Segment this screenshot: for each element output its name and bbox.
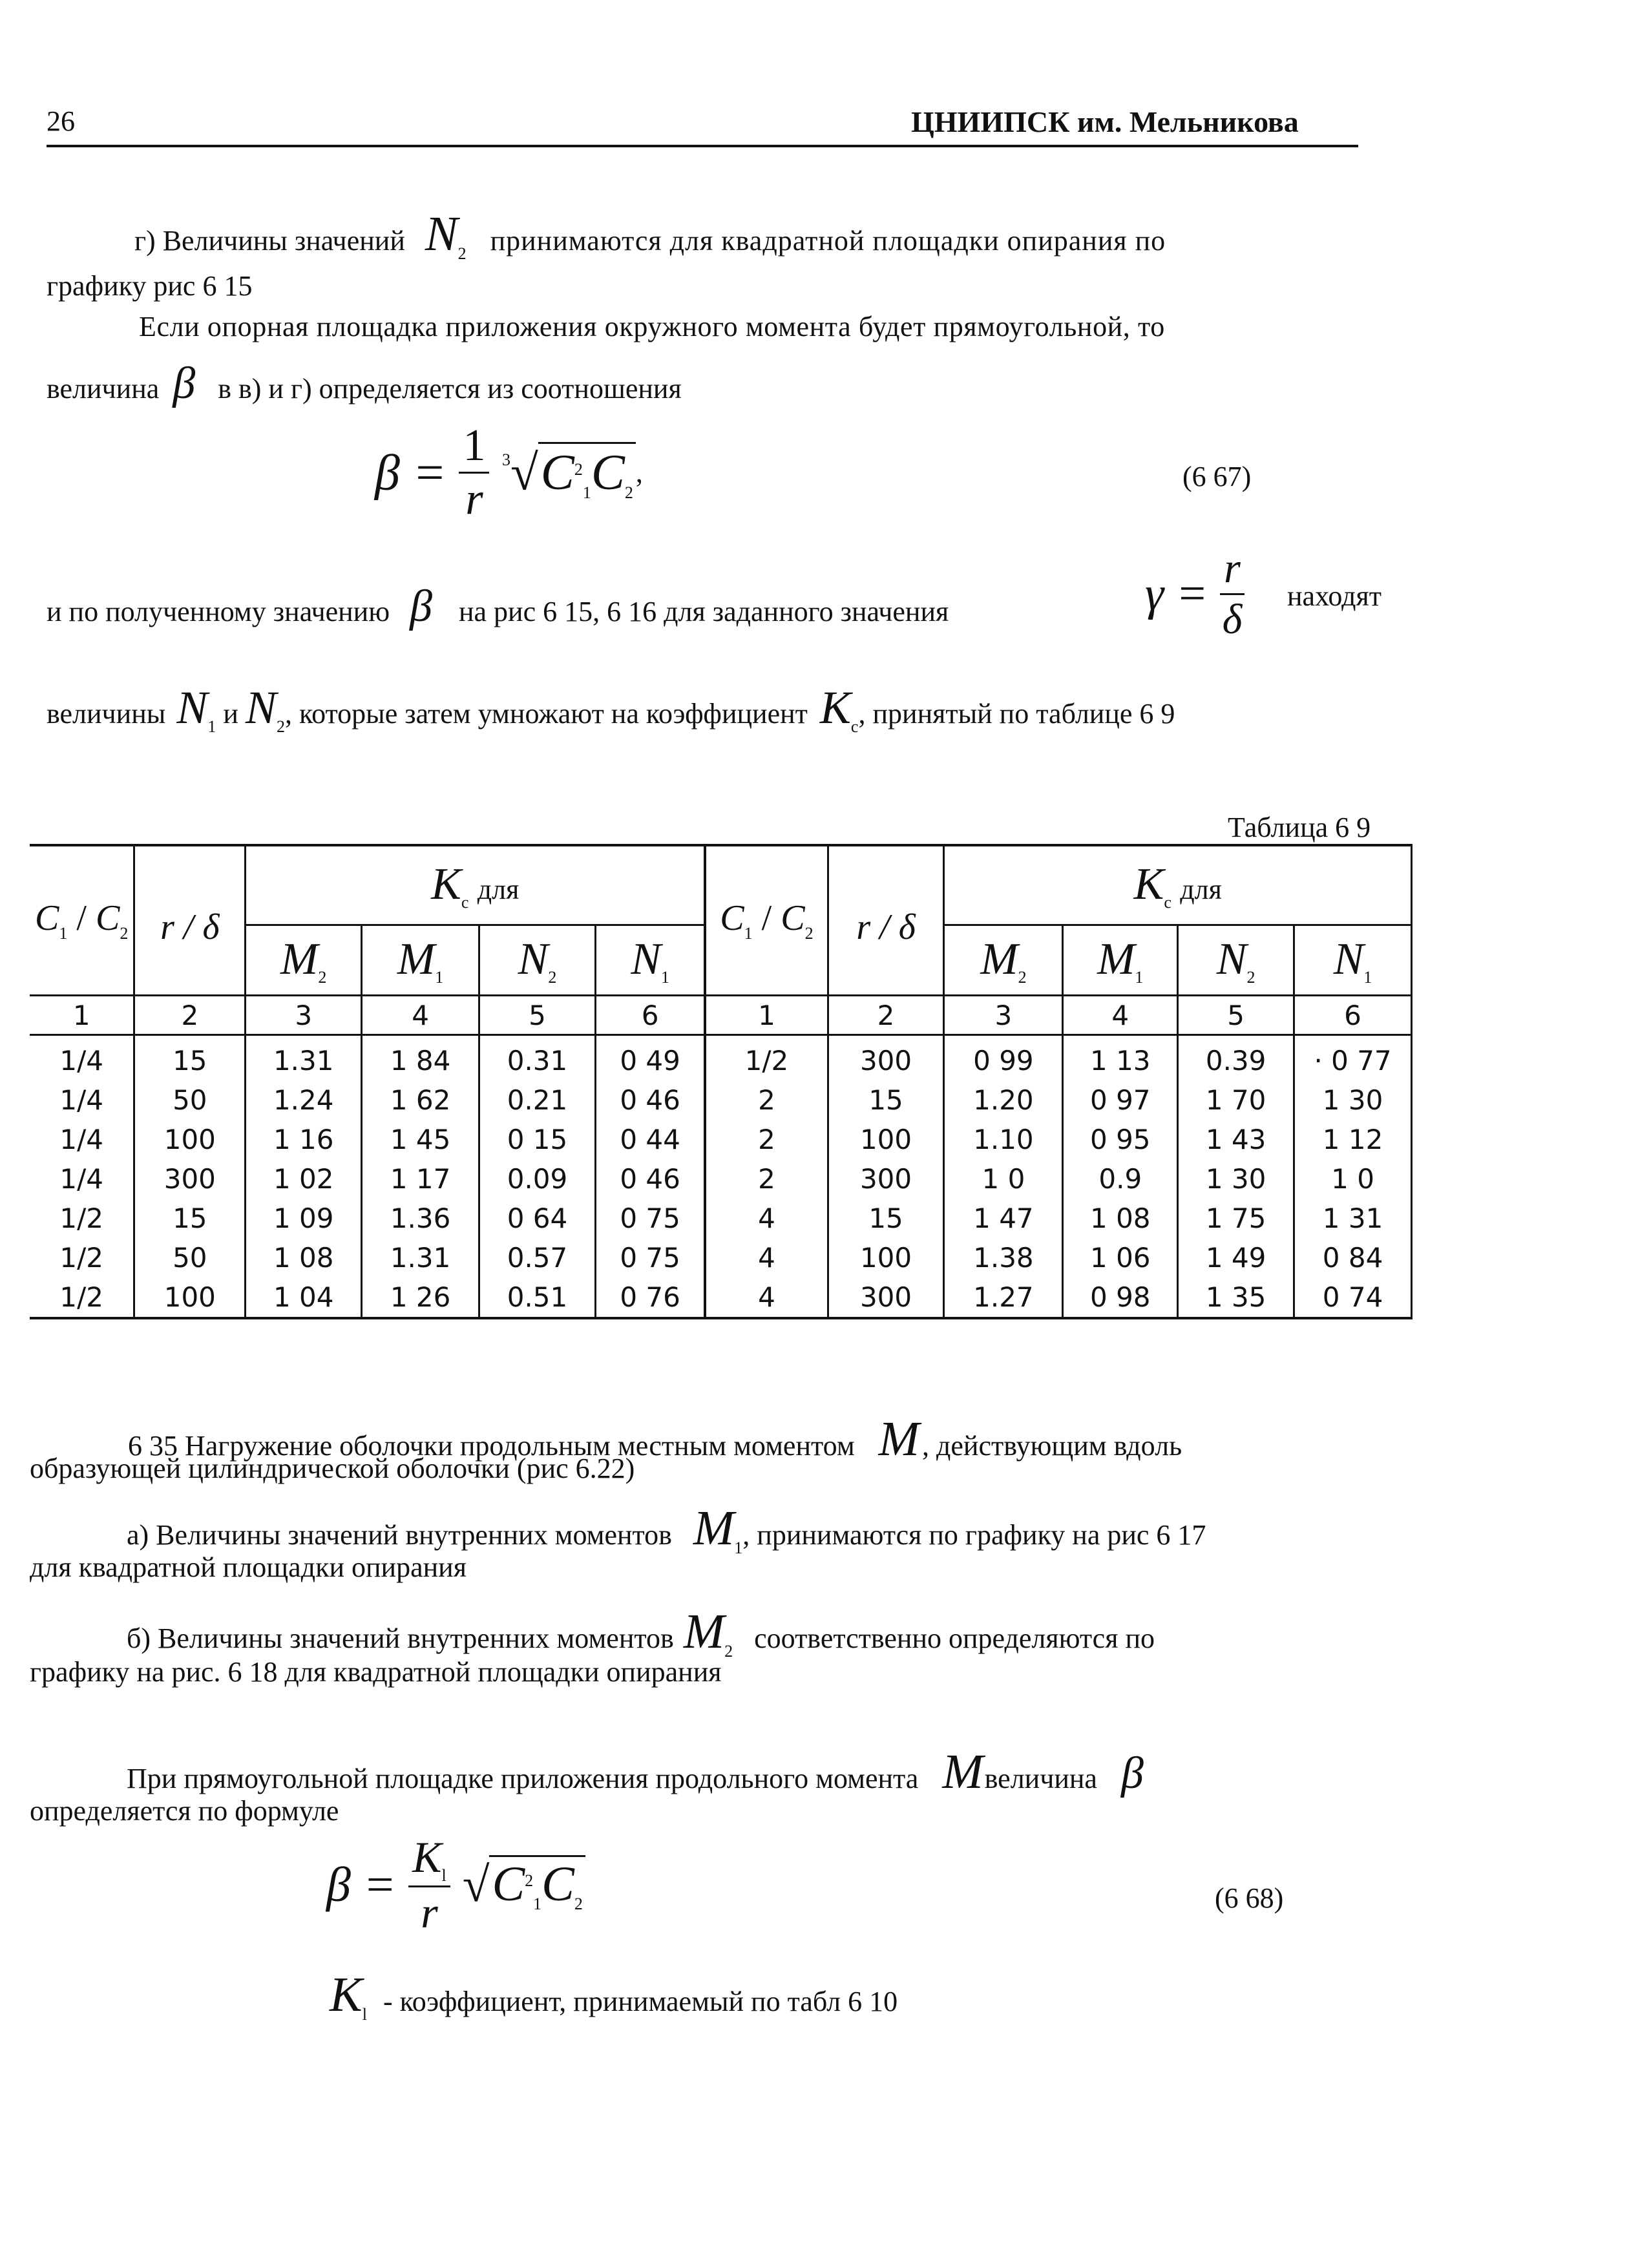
table-cell: 0 44 bbox=[595, 1120, 705, 1159]
table-cell: 0 64 bbox=[479, 1199, 596, 1238]
table-cell: 100 bbox=[828, 1238, 944, 1277]
table-cell: 2 bbox=[705, 1080, 828, 1120]
running-header: ЦНИИПСК им. Мельникова bbox=[911, 105, 1299, 138]
table-caption: Таблица 6 9 bbox=[1228, 812, 1371, 843]
table-cell: 0 76 bbox=[595, 1277, 705, 1318]
table-cell: 1.24 bbox=[246, 1080, 362, 1120]
table-cell: 1/2 bbox=[705, 1035, 828, 1081]
table-cell: · 0 77 bbox=[1294, 1035, 1412, 1081]
paragraph-635-line2: образующей цилиндрической оболочки (рис 6.22) bbox=[30, 1453, 635, 1484]
table-cell: 4 bbox=[705, 1238, 828, 1277]
table-cell: 4 bbox=[705, 1277, 828, 1318]
table-cell: 1 0 bbox=[944, 1159, 1063, 1199]
paragraph-a-line1: а) Величины значений внутренних моментов $M_1$, принимаются по графику на рис 6 17 bbox=[127, 1501, 1206, 1557]
table-cell: 0 99 bbox=[944, 1035, 1063, 1081]
header-c-ratio-left: $C_1 / C_2$ bbox=[30, 845, 134, 996]
header-n1-right: $N_1$ bbox=[1294, 925, 1412, 996]
table-cell: 50 bbox=[134, 1080, 246, 1120]
table-cell: 1 16 bbox=[246, 1120, 362, 1159]
header-rule bbox=[47, 145, 1358, 147]
paragraph-b-line2: графику на рис. 6 18 для квадратной площадки опирания bbox=[30, 1656, 722, 1688]
table-cell: 1.31 bbox=[362, 1238, 479, 1277]
table-cell: 1 35 bbox=[1178, 1277, 1294, 1318]
table-body bbox=[30, 1035, 1412, 1319]
table-cell: 1 08 bbox=[1063, 1199, 1178, 1238]
table-cell: 1 26 bbox=[362, 1277, 479, 1318]
table-cell: 0.31 bbox=[479, 1035, 596, 1081]
table-cell: 0.57 bbox=[479, 1238, 596, 1277]
table-row bbox=[30, 1277, 1412, 1318]
table-cell: 1 04 bbox=[246, 1277, 362, 1318]
paragraph-g-line1: г) Величины значений $N_2$ принимаются для квадратной площадки опирания по bbox=[134, 207, 1166, 263]
table-cell: 300 bbox=[828, 1035, 944, 1081]
paragraph-n: величины $N_1$ и $N_2$, которые затем умножают на коэффициент $K_c$, принятый по таблице 6 9 bbox=[47, 682, 1175, 736]
table-cell: 300 bbox=[828, 1159, 944, 1199]
table-cell: 0 74 bbox=[1294, 1277, 1412, 1318]
header-kc-right: $K_c$ для bbox=[944, 845, 1412, 925]
table-cell: 1 12 bbox=[1294, 1120, 1412, 1159]
table-cell: 1.27 bbox=[944, 1277, 1063, 1318]
table-cell: 100 bbox=[134, 1277, 246, 1318]
paragraph-rect2-line1: При прямоугольной площадке приложения продольного момента Mвеличина β bbox=[127, 1745, 1144, 1799]
beta-symbol: β bbox=[173, 359, 196, 408]
table-cell: 1/4 bbox=[59, 1084, 103, 1116]
table-cell: 15 bbox=[828, 1199, 944, 1238]
table-cell: 4 bbox=[705, 1199, 828, 1238]
header-n2-left: $N_2$ bbox=[479, 925, 596, 996]
header-m2-left: $M_2$ bbox=[246, 925, 362, 996]
header-m2-right: $M_2$ bbox=[944, 925, 1063, 996]
table-cell: 15 bbox=[828, 1080, 944, 1120]
table-cell: 1.10 bbox=[944, 1120, 1063, 1159]
table-row bbox=[30, 1080, 1412, 1120]
table-cell: 1 17 bbox=[362, 1159, 479, 1199]
table-cell: 1/4 bbox=[59, 1124, 103, 1155]
table-cell: 1 13 bbox=[1063, 1035, 1178, 1081]
table-row bbox=[30, 1199, 1412, 1238]
table-cell: 100 bbox=[134, 1120, 246, 1159]
table-cell: 1/4 bbox=[59, 1045, 103, 1076]
equation-number-6-68: (6 68) bbox=[1215, 1882, 1284, 1914]
table-cell: 0.09 bbox=[479, 1159, 596, 1199]
paragraph-gamma-tail: находят bbox=[1287, 580, 1381, 612]
eq668-radicand: $C^2_1C_2$ bbox=[489, 1855, 585, 1911]
table-cell: 1 75 bbox=[1178, 1199, 1294, 1238]
page-number: 26 bbox=[47, 105, 75, 137]
column-number-row: 1 2 3 4 5 6 1 2 3 4 5 6 bbox=[30, 996, 1412, 1035]
table-cell: 50 bbox=[134, 1238, 246, 1277]
table-cell: 0 98 bbox=[1063, 1277, 1178, 1318]
n2-symbol: $N_2$ bbox=[425, 207, 467, 263]
equation-6-67: β = $\frac{1}{r}$ $^3√C^2_1C_2$, bbox=[375, 421, 643, 524]
table-cell: 0 95 bbox=[1063, 1120, 1178, 1159]
table-row bbox=[30, 1035, 1412, 1081]
table-cell: 0 46 bbox=[595, 1080, 705, 1120]
table-cell: 300 bbox=[828, 1277, 944, 1318]
header-r-delta-right: r / δ bbox=[828, 845, 944, 996]
header-n2-right: $N_2$ bbox=[1178, 925, 1294, 996]
header-r-delta-left: r / δ bbox=[134, 845, 246, 996]
header-n1-left: $N_1$ bbox=[595, 925, 705, 996]
table-cell: 0 97 bbox=[1063, 1080, 1178, 1120]
paragraph-b-line1: б) Величины значений внутренних моментов $M_2$ соответственно определяются по bbox=[127, 1604, 1155, 1661]
table-cell: 1 84 bbox=[362, 1035, 479, 1081]
table-cell: 300 bbox=[134, 1159, 246, 1199]
table-cell: 1 08 bbox=[246, 1238, 362, 1277]
table-cell: 15 bbox=[134, 1035, 246, 1081]
table-cell: 0 49 bbox=[595, 1035, 705, 1081]
eq667-fraction: $\frac{1}{r}$ bbox=[459, 420, 489, 525]
paragraph-rect-line2: величина β в в) и г) определяется из соотношения bbox=[47, 359, 682, 408]
table-row bbox=[30, 1120, 1412, 1159]
eq667-radicand: $C^2_1C_2$ bbox=[538, 442, 636, 500]
paragraph-gamma: и по полученному значению β на рис 6 15, 6 16 для заданного значения bbox=[47, 582, 949, 631]
table-cell: 1.31 bbox=[246, 1035, 362, 1081]
table-cell: 100 bbox=[828, 1120, 944, 1159]
table-cell: 2 bbox=[705, 1159, 828, 1199]
table-cell: 1 02 bbox=[246, 1159, 362, 1199]
paragraph-rect-line1: Если опорная площадка приложения окружного момента будет прямоугольной, то bbox=[139, 311, 1165, 342]
table-cell: 0.21 bbox=[479, 1080, 596, 1120]
table-cell: 2 bbox=[705, 1120, 828, 1159]
table-cell: 1.20 bbox=[944, 1080, 1063, 1120]
header-c-ratio-right: $C_1 / C_2$ bbox=[705, 845, 828, 996]
table-cell: 0 46 bbox=[595, 1159, 705, 1199]
header-kc-left: $K_c$ для bbox=[246, 845, 706, 925]
kl-definition: $K_l$ - коэффициент, принимаемый по табл 6 10 bbox=[330, 1968, 898, 2024]
table-cell: 0.39 bbox=[1178, 1035, 1294, 1081]
table-row bbox=[30, 1238, 1412, 1277]
table-6-9 bbox=[30, 844, 1413, 1319]
table-cell: 0.51 bbox=[479, 1277, 596, 1318]
table-cell: 0 75 bbox=[595, 1238, 705, 1277]
table-cell: 1/4 bbox=[59, 1163, 103, 1195]
table-cell: 1 30 bbox=[1294, 1080, 1412, 1120]
table-cell: 1 30 bbox=[1178, 1159, 1294, 1199]
paragraph-rect2-line2: определяется по формуле bbox=[30, 1795, 339, 1827]
header-m1-left: $M_1$ bbox=[362, 925, 479, 996]
table-cell: 1/2 bbox=[30, 1277, 134, 1318]
table-cell: 1 43 bbox=[1178, 1120, 1294, 1159]
table-cell: 0 15 bbox=[479, 1120, 596, 1159]
table-cell: 1/2 bbox=[59, 1202, 103, 1234]
paragraph-g-line2: графику рис 6 15 bbox=[47, 270, 253, 302]
table-cell: 1 0 bbox=[1294, 1159, 1412, 1199]
table-cell: 1 47 bbox=[944, 1199, 1063, 1238]
table-cell: 1 62 bbox=[362, 1080, 479, 1120]
table-cell: 15 bbox=[134, 1199, 246, 1238]
table-cell: 1 06 bbox=[1063, 1238, 1178, 1277]
table-cell: 1.36 bbox=[362, 1199, 479, 1238]
table-cell: 1 70 bbox=[1178, 1080, 1294, 1120]
table-row bbox=[30, 1159, 1412, 1199]
table-cell: 1 49 bbox=[1178, 1238, 1294, 1277]
table-cell: 1 45 bbox=[362, 1120, 479, 1159]
table-cell: 0 75 bbox=[595, 1199, 705, 1238]
paragraph-a-line2: для квадратной площадки опирания bbox=[30, 1551, 467, 1583]
gamma-formula: γ = $\frac{r}{\delta}$ bbox=[1145, 544, 1245, 644]
table-cell: 1.38 bbox=[944, 1238, 1063, 1277]
table-cell: 1 31 bbox=[1294, 1199, 1412, 1238]
table-cell: 0 84 bbox=[1294, 1238, 1412, 1277]
equation-6-68: β = $\frac{K_l}{r}$ $√C^2_1C_2$ bbox=[326, 1832, 585, 1938]
equation-number-6-67: (6 67) bbox=[1182, 461, 1252, 492]
table-cell: 1 09 bbox=[246, 1199, 362, 1238]
table-cell: 0.9 bbox=[1063, 1159, 1178, 1199]
table-cell: 1/2 bbox=[59, 1242, 103, 1274]
paragraph-635-line1: 6 35 Нагружение оболочки продольным местным моментом M, действующим вдоль bbox=[128, 1412, 1182, 1466]
header-m1-right: $M_1$ bbox=[1063, 925, 1178, 996]
eq668-fraction: $\frac{K_l}{r}$ bbox=[408, 1832, 450, 1938]
